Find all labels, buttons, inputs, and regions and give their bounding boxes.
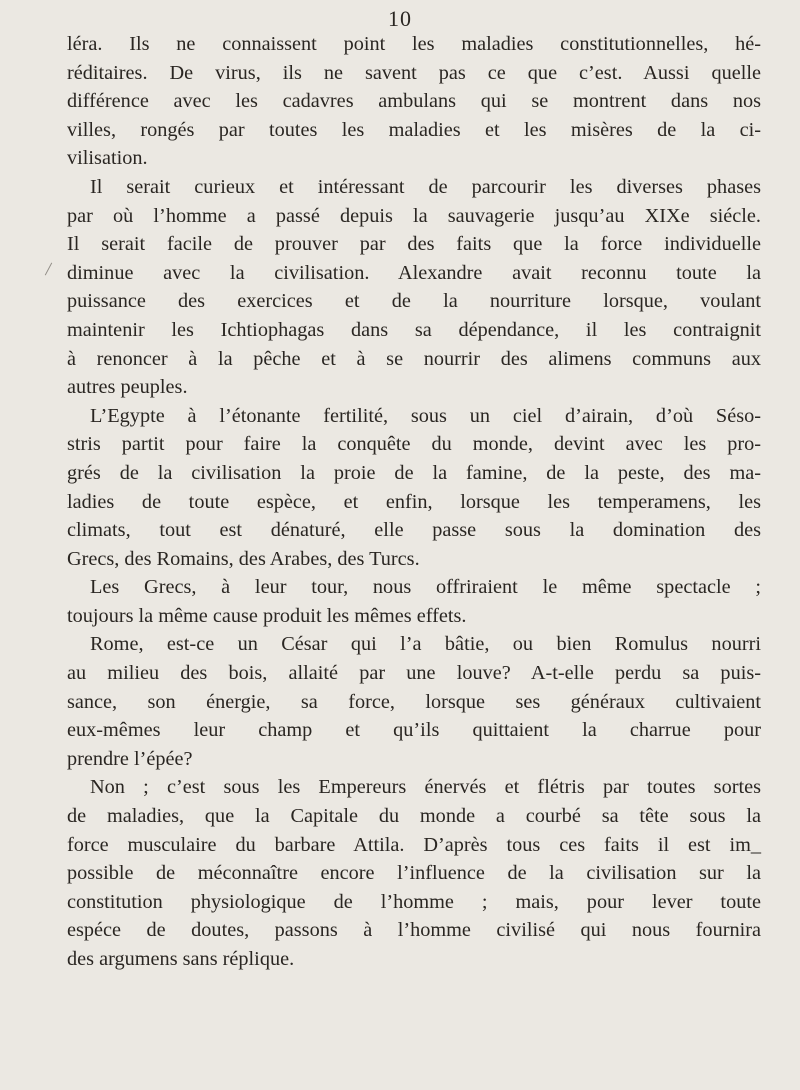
text-line: de maladies, que la Capitale du monde a courbé sa tête sous la bbox=[67, 805, 761, 828]
paragraph bbox=[67, 402, 761, 574]
text-line: des argumens sans réplique. bbox=[67, 948, 295, 970]
text-line: espéce de doutes, passons à l’homme civilisé qui nous fournira bbox=[67, 919, 761, 942]
text-line: stris partit pour faire la conquête du monde, devint avec les pro- bbox=[67, 433, 761, 456]
text-line: par où l’homme a passé depuis la sauvagerie jusqu’au XIXe siécle. bbox=[67, 204, 761, 227]
text-line: Les Grecs, à leur tour, nous offriraient le même spectacle ; bbox=[90, 576, 761, 599]
text-line: climats, tout est dénaturé, elle passe sous la domination des bbox=[67, 519, 761, 542]
text-line: possible de méconnaître encore l’influence de la civilisation sur la bbox=[67, 862, 761, 885]
text-line: réditaires. De virus, ils ne savent pas ce que c’est. Aussi quelle bbox=[67, 61, 761, 84]
paragraph bbox=[67, 773, 761, 973]
text-line: Rome, est-ce un César qui l’a bâtie, ou bien Romulus nourri bbox=[90, 633, 761, 656]
text-line: constitution physiologique de l’homme ; mais, pour lever toute bbox=[67, 890, 761, 913]
text-line: prendre l’épée? bbox=[67, 747, 193, 770]
text-line: eux-mêmes leur champ et qu’ils quittaient la charrue pour bbox=[67, 719, 761, 742]
paragraph bbox=[67, 630, 761, 773]
text-line: villes, rongés par toutes les maladies et les misères de la ci- bbox=[67, 118, 761, 141]
text-line: toujours la même cause produit les mêmes effets. bbox=[67, 604, 467, 627]
text-line: maintenir les Ichtiophagas dans sa dépendance, il les contraignit bbox=[67, 318, 761, 341]
text-line: diminue avec la civilisation. Alexandre avait reconnu toute la bbox=[67, 261, 761, 284]
text-line: Non ; c’est sous les Empereurs énervés et flétris par toutes sortes bbox=[90, 776, 761, 799]
text-line: grés de la civilisation la proie de la famine, de la peste, des ma- bbox=[67, 461, 761, 484]
text-line: à renoncer à la pêche et à se nourrir des alimens communs aux bbox=[67, 347, 761, 370]
body-text bbox=[67, 30, 761, 974]
text-line: léra. Ils ne connaissent point les maladies constitutionnelles, hé- bbox=[67, 33, 761, 55]
margin-mark bbox=[45, 263, 52, 276]
text-line: ladies de toute espèce, et enfin, lorsque les temperamens, les bbox=[67, 490, 761, 513]
text-line: Il serait facile de prouver par des faits que la force individuelle bbox=[67, 233, 761, 256]
text-line: vilisation. bbox=[67, 147, 148, 170]
text-line: Il serait curieux et intéressant de parcourir les diverses phases bbox=[90, 175, 761, 198]
text-line: différence avec les cadavres ambulans qui se montrent dans nos bbox=[67, 90, 761, 113]
paragraph bbox=[67, 573, 761, 630]
text-line: autres peuples. bbox=[67, 376, 188, 399]
text-line: au milieu des bois, allaité par une louve? A-t-elle perdu sa puis- bbox=[67, 662, 761, 685]
paragraph bbox=[67, 173, 761, 402]
text-line: puissance des exercices et de la nourriture lorsque, voulant bbox=[67, 290, 761, 313]
page-number: 10 bbox=[388, 6, 412, 31]
text-line: L’Egypte à l’étonante fertilité, sous un ciel d’airain, d’où Séso- bbox=[90, 404, 761, 427]
text-line: Grecs, des Romains, des Arabes, des Turcs. bbox=[67, 547, 420, 570]
text-line: force musculaire du barbare Attila. D’après tous ces faits il est im_ bbox=[67, 833, 761, 856]
text-line: sance, son énergie, sa force, lorsque ses généraux cultivaient bbox=[67, 690, 761, 713]
paragraph bbox=[67, 30, 761, 173]
